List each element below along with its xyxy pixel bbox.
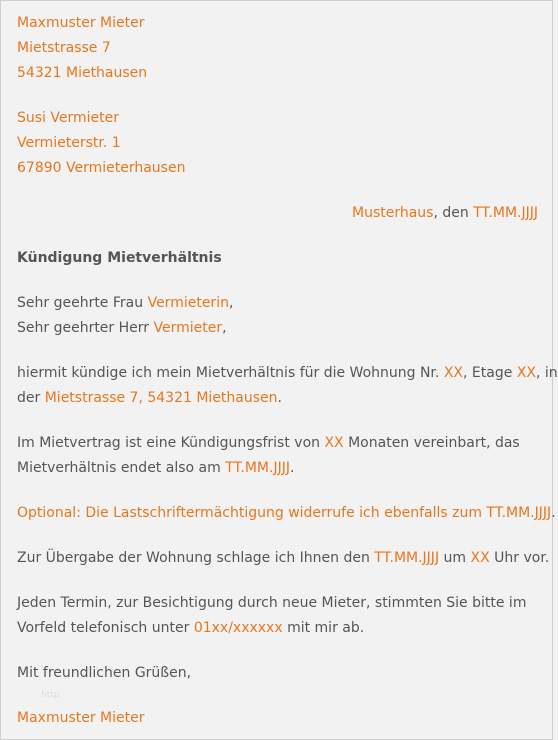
subject: Kündigung Mietverhältnis — [17, 250, 222, 266]
salutation-line-1: Sehr geehrte Frau Vermieterin, — [17, 295, 234, 311]
end-date: TT.MM.JJJJ — [225, 460, 290, 476]
paragraph-5-line-2: Vorfeld telefonisch unter 01xx/xxxxxx mit mir ab. — [17, 620, 365, 636]
sender-street: Mietstrasse 7 — [17, 40, 111, 56]
recipient-name: Susi Vermieter — [17, 110, 120, 126]
paragraph-2-line-2: Mietverhältnis endet also am TT.MM.JJJJ. — [17, 460, 295, 476]
apartment-address: Mietstrasse 7, 54321 Miethausen — [44, 390, 278, 406]
recipient-street: Vermieterstr. 1 — [17, 135, 121, 151]
sender-city: 54321 Miethausen — [17, 65, 148, 81]
handover-date: TT.MM.JJJJ — [374, 550, 440, 566]
sender-name: Maxmuster Mieter — [17, 15, 145, 31]
apartment-number: XX — [443, 365, 463, 381]
paragraph-1-line-2: der Mietstrasse 7, 54321 Miethausen. — [17, 390, 282, 406]
date-place: Musterhaus — [352, 205, 434, 221]
date-value: TT.MM.JJJJ — [473, 205, 538, 221]
salutation-name-1: Vermieterin — [147, 295, 229, 311]
closing: Mit freundlichen Grüßen, — [17, 665, 192, 681]
paragraph-5-line-1: Jeden Termin, zur Besichtigung durch neue Mieter, stimmten Sie bitte im — [17, 595, 527, 611]
handover-time: XX — [470, 550, 490, 566]
floor-number: XX — [516, 365, 536, 381]
notice-months: XX — [324, 435, 344, 451]
optional-text: Optional: Die Lastschriftermächtigung widerrufe ich ebenfalls zum TT.MM.JJJJ — [17, 505, 552, 521]
phone-number: 01xx/xxxxxx — [193, 620, 283, 636]
signature-mark: http — [41, 690, 60, 700]
signature-name: Maxmuster Mieter — [17, 710, 145, 726]
optional-paragraph: Optional: Die Lastschriftermächtigung widerrufe ich ebenfalls zum TT.MM.JJJJ. — [17, 505, 556, 521]
date-separator: , den — [433, 205, 474, 221]
handover-paragraph: Zur Übergabe der Wohnung schlage ich Ihnen den TT.MM.JJJJ um XX Uhr vor. — [17, 550, 550, 566]
paragraph-2-line-1: Im Mietvertrag ist eine Kündigungsfrist von XX Monaten vereinbart, das — [17, 435, 520, 451]
salutation-line-2: Sehr geehrter Herr Vermieter, — [17, 320, 227, 336]
salutation-name-2: Vermieter — [153, 320, 223, 336]
paragraph-1-line-1: hiermit kündige ich mein Mietverhältnis für die Wohnung Nr. XX, Etage XX, in — [17, 365, 558, 381]
recipient-city: 67890 Vermieterhausen — [17, 160, 186, 176]
date-line — [352, 203, 538, 223]
